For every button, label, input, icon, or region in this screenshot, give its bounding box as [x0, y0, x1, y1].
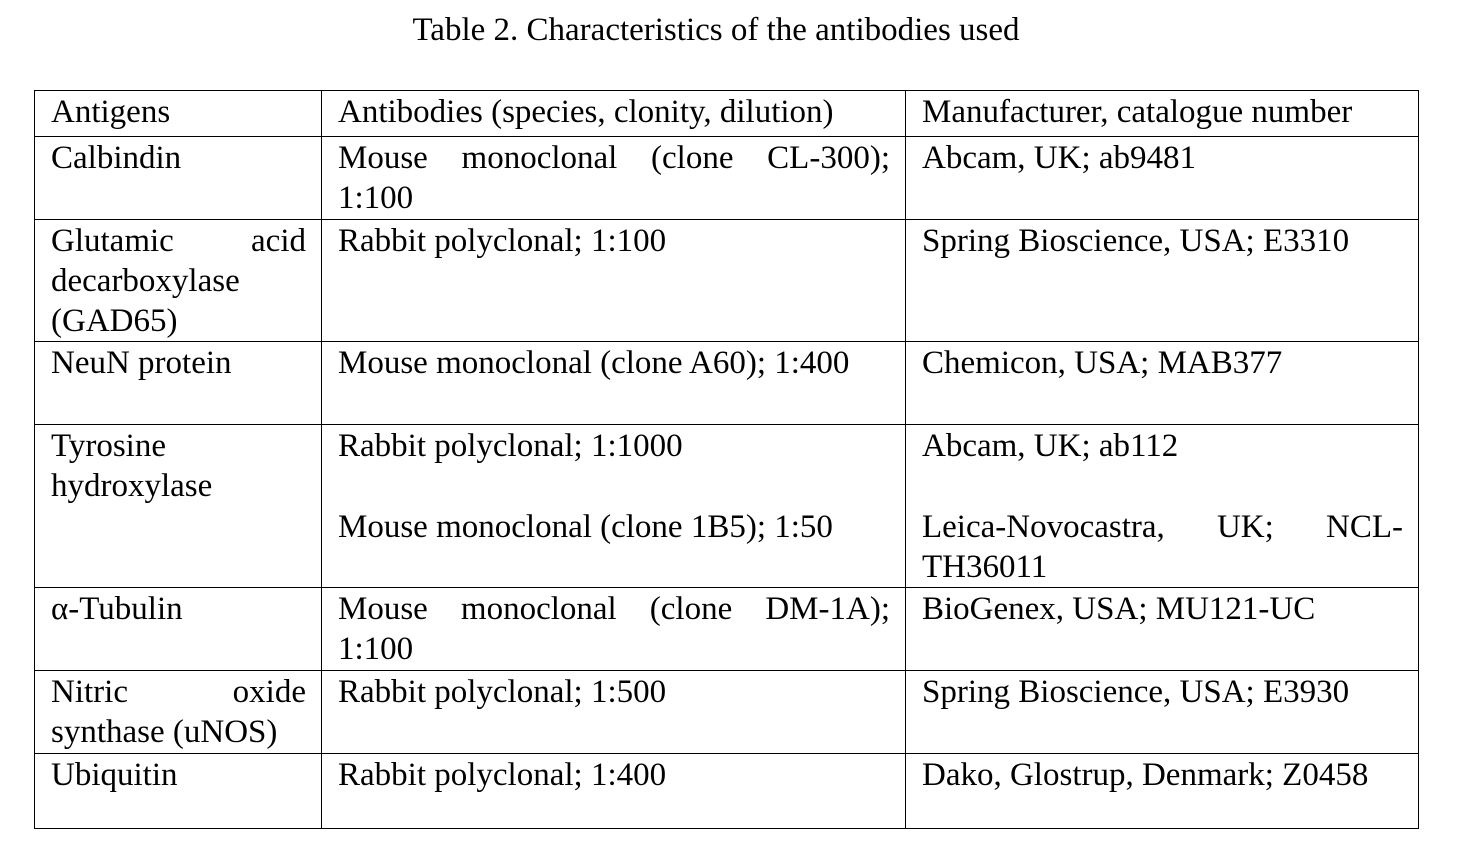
- antibodies-table: [34, 90, 1419, 829]
- antibody-cell: [322, 425, 906, 588]
- antibody-cell: [322, 220, 906, 342]
- manufacturer-line: Chemicon, USA; MAB377: [922, 345, 1283, 381]
- antigen-cell: [35, 588, 322, 671]
- antibody-cell: [322, 671, 906, 754]
- antigen-cell: [35, 425, 322, 588]
- table-caption: Table 2. Characteristics of the antibodies used: [412, 12, 1020, 48]
- manufacturer-cell: [906, 754, 1419, 829]
- manufacturer-cell: [906, 220, 1419, 342]
- manufacturer-line: BioGenex, USA; MU121-UC: [922, 591, 1316, 627]
- antibody-line: 1:100: [338, 180, 414, 216]
- manufacturer-line: TH36011: [922, 549, 1048, 585]
- antibody-line: 1:100: [338, 631, 414, 667]
- line-spacer: [922, 466, 1403, 507]
- antibody-line: Rabbit polyclonal; 1:1000: [338, 428, 683, 464]
- antibody-cell: [322, 754, 906, 829]
- table-header: [35, 91, 1419, 137]
- antibody-line: Mouse monoclonal (clone A60); 1:400: [338, 345, 850, 381]
- antibody-cell: [322, 588, 906, 671]
- manufacturer-cell: [906, 137, 1419, 220]
- antigen-cell: [35, 342, 322, 425]
- line-spacer: [338, 466, 890, 507]
- manufacturer-line: Leica-Novocastra, UK; NCL-: [922, 509, 1403, 545]
- manufacturer-line: Spring Bioscience, USA; E3310: [922, 223, 1350, 259]
- header-row: [35, 91, 1419, 137]
- antibody-line: Rabbit polyclonal; 1:400: [338, 757, 667, 793]
- antigen-line: α-Tubulin: [51, 591, 183, 627]
- manufacturer-cell: [906, 671, 1419, 754]
- manufacturer-cell: [906, 342, 1419, 425]
- antibody-line: Rabbit polyclonal; 1:100: [338, 223, 667, 259]
- manufacturer-cell: [906, 425, 1419, 588]
- table-row: [35, 425, 1419, 588]
- manufacturer-line: Abcam, UK; ab9481: [922, 140, 1197, 176]
- antigen-line: (GAD65): [51, 303, 178, 339]
- antibody-line: Mouse monoclonal (clone 1B5); 1:50: [338, 509, 833, 545]
- manufacturer-line: Spring Bioscience, USA; E3930: [922, 674, 1350, 710]
- antibody-cell: [322, 342, 906, 425]
- antigen-cell: [35, 671, 322, 754]
- header-antibodies: Antibodies (species, clonity, dilution): [322, 91, 906, 137]
- antigen-line: Nitric oxide: [51, 674, 306, 710]
- antibody-cell: [322, 137, 906, 220]
- antigen-line: Tyrosine: [51, 428, 167, 464]
- antigen-cell: [35, 220, 322, 342]
- antigen-line: Ubiquitin: [51, 757, 178, 793]
- antigen-cell: [35, 137, 322, 220]
- table-row: [35, 342, 1419, 425]
- antigen-line: Calbindin: [51, 140, 182, 176]
- header-antigens: Antigens: [35, 91, 322, 137]
- table-row: [35, 671, 1419, 754]
- manufacturer-line: Dako, Glostrup, Denmark; Z0458: [922, 757, 1369, 793]
- antibody-line: Mouse monoclonal (clone DM-1A);: [338, 591, 890, 627]
- antigen-line: NeuN protein: [51, 345, 232, 381]
- antigen-line: decarboxylase: [51, 263, 240, 299]
- antigen-cell: [35, 754, 322, 829]
- table-row: [35, 754, 1419, 829]
- antibody-line: Mouse monoclonal (clone CL-300);: [338, 140, 890, 176]
- antigen-line: Glutamic acid: [51, 223, 306, 259]
- antigen-line: hydroxylase: [51, 468, 213, 504]
- header-manufacturer: Manufacturer, catalogue number: [906, 91, 1419, 137]
- table-row: [35, 220, 1419, 342]
- table-row: [35, 137, 1419, 220]
- manufacturer-line: Abcam, UK; ab112: [922, 428, 1179, 464]
- table-row: [35, 588, 1419, 671]
- manufacturer-cell: [906, 588, 1419, 671]
- antibody-line: Rabbit polyclonal; 1:500: [338, 674, 667, 710]
- table-body: [35, 137, 1419, 829]
- antigen-line: synthase (uNOS): [51, 714, 278, 750]
